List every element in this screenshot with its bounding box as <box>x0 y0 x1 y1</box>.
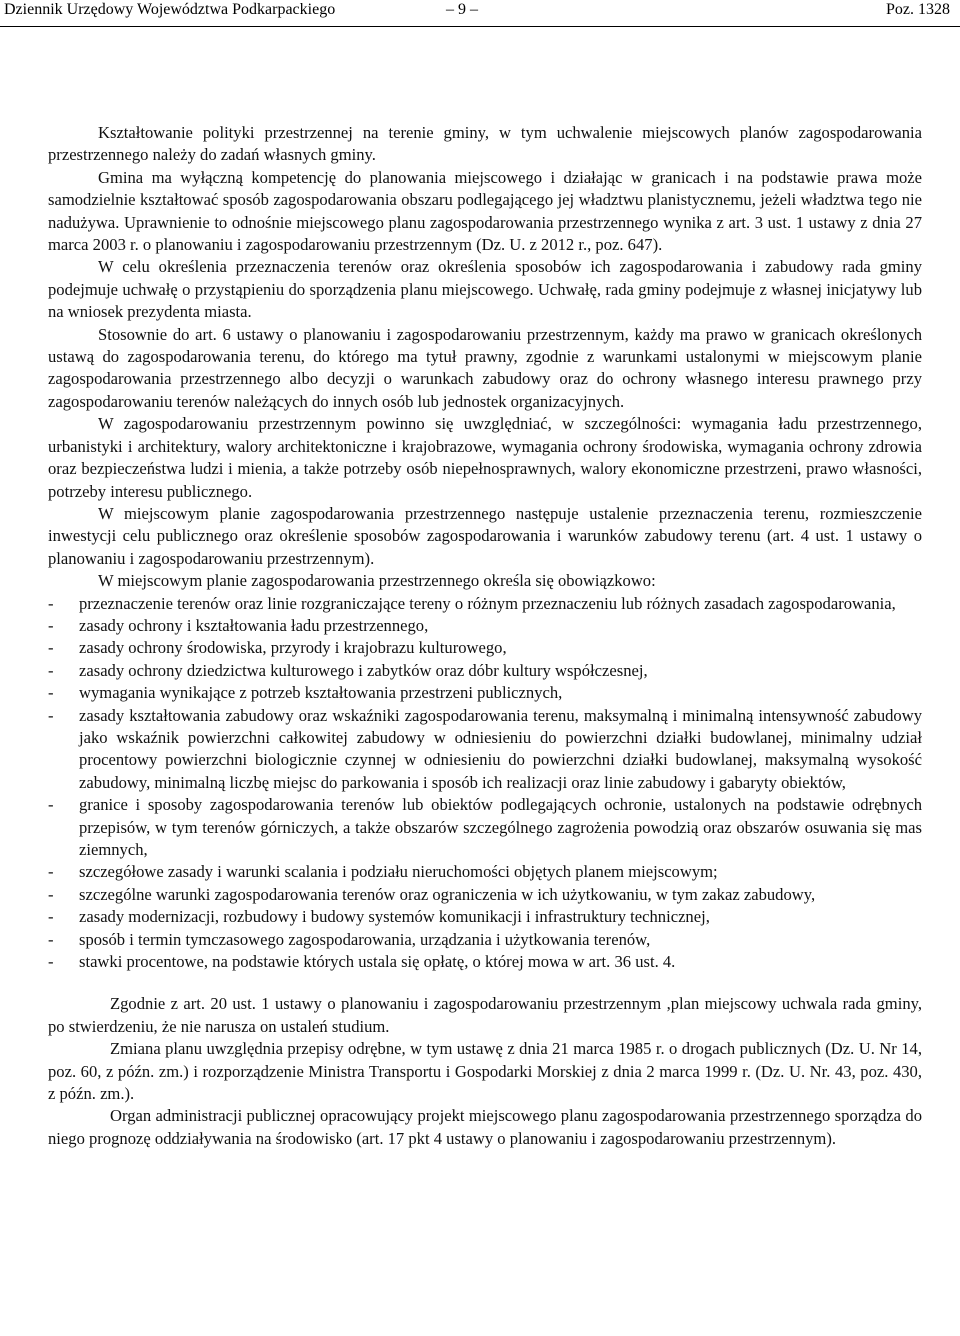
list-item-text: szczegółowe zasady i warunki scalania i podziału nieruchomości objętych planem miejscowym; <box>79 862 718 882</box>
list-item-text: sposób i termin tymczasowego zagospodarowania, urządzania i użytkowania terenów, <box>79 929 651 949</box>
journal-title: Dziennik Urzędowy Województwa Podkarpackiego <box>4 1 336 18</box>
paragraph: Gmina ma wyłączną kompetencję do planowania miejscowego i działając w granicach i na podstawie prawa może samodzielnie kształtować sposób zagospodarowania obszaru podlegającego jej władztwu planistycznemu, jeżeli władztwa tego nie nadużywa. Uprawnienie to odnośnie miejscowego planu zagospodarowania przestrzennego wynika z art. 3 ust. 1 ustawy z dnia 27 marca 2003 r. o planowaniu i zagospodarowaniu przestrzennym (Dz. U. z 2012 r., poz. 647). <box>48 167 922 255</box>
dash-bullet: - <box>48 705 54 725</box>
list-item <box>48 660 922 682</box>
list-item-text: zasady kształtowania zabudowy oraz wskaźniki zagospodarowania terenu, maksymalną i minimalną intensywność zabudowy jako wskaźnik powierzchni całkowitej zabudowy w odniesieniu do powierzchni działki budowlanej, minimalny udział procentowy powierzchni biologicznie czynnej w odniesieniu do powierzchni działki budowlanej, maksymalną wysokość zabudowy, minimalną liczbę miejsc do parkowania i sposób ich realizacji oraz linie zabudowy i gabaryty obiektów, <box>79 705 922 792</box>
list-item <box>48 794 922 861</box>
paragraph: Zmiana planu uwzględnia przepisy odrębne, w tym ustawę z dnia 21 marca 1985 r. o drogach publicznych (Dz. U. Nr 14, poz. 60, z późn. zm.) i rozporządzenie Ministra Transportu i Gospodarki Morskiej z dnia 2 marca 1999 r. (Dz. U. Nr. 43, poz. 430, z późn. zm.). <box>48 1039 922 1104</box>
list-item-text: zasady ochrony dziedzictwa kulturowego i zabytków oraz dóbr kultury współczesnej, <box>79 660 648 680</box>
dash-bullet: - <box>48 907 54 927</box>
dash-bullet: - <box>48 638 54 658</box>
list-item-text: przeznaczenie terenów oraz linie rozgraniczające tereny o różnym przeznaczeniu lub różnych zasadach zagospodarowania, <box>79 593 896 613</box>
list-item <box>48 705 922 795</box>
section-gap <box>48 973 922 993</box>
list-item-text: zasady ochrony środowiska, przyrody i krajobrazu kulturowego, <box>79 638 507 658</box>
list-item-text: granice i sposoby zagospodarowania terenów lub obiektów podlegających ochronie, ustalonych na podstawie odrębnych przepisów, w tym terenów górniczych, a także obszarów szczególnego zagrożenia powodzią oraz obszarów osuwania się mas ziemnych, <box>79 795 922 859</box>
list-item-text: szczególne warunki zagospodarowania terenów oraz ograniczenia w ich użytkowaniu, w tym zakaz zabudowy, <box>79 884 816 904</box>
list-item <box>48 593 922 615</box>
paragraph: W celu określenia przeznaczenia terenów oraz określenia sposobów ich zagospodarowania i zabudowy rada gminy podejmuje uchwałę o przystąpieniu do sporządzenia planu miejscowego. Uchwałę, rada gminy podejmuje z własnej inicjatywy lub na wniosek prezydenta miasta. <box>48 257 922 322</box>
dash-bullet: - <box>48 615 54 635</box>
paragraph: W zagospodarowaniu przestrzennym powinno się uwzględniać, w szczególności: wymagania ładu przestrzennego, urbanistyki i architektury, walory architektoniczne i krajobrazowe, wymagania ochrony środowiska, wymagania ochrony zdrowia oraz bezpieczeństwa ludzi i mienia, a także potrzeby osób niepełnosprawnych, walory ekonomiczne przestrzeni, prawo własności, potrzeby interesu publicznego. <box>48 414 922 501</box>
dash-bullet: - <box>48 884 54 904</box>
list-item <box>48 637 922 659</box>
page-number: – 9 – <box>446 1 478 18</box>
dash-bullet: - <box>48 862 54 882</box>
dash-bullet: - <box>48 929 54 949</box>
page-header <box>0 0 960 27</box>
list-item <box>48 951 922 973</box>
paragraph: Organ administracji publicznej opracowujący projekt miejscowego planu zagospodarowania przestrzennego sporządza do niego prognozę oddziaływania na środowisko (art. 17 pkt 4 ustawy o planowaniu i zagospodarowaniu przestrzennym). <box>48 1106 922 1148</box>
list-item-text: zasady modernizacji, rozbudowy i budowy systemów komunikacji i infrastruktury technicznej, <box>79 907 710 927</box>
paragraph: W miejscowym planie zagospodarowania przestrzennego określa się obowiązkowo: <box>98 571 656 591</box>
paragraph: Zgodnie z art. 20 ust. 1 ustawy o planowaniu i zagospodarowaniu przestrzennym ,plan miejscowy uchwala rada gminy, po stwierdzeniu, że nie narusza on ustaleń studium. <box>48 994 922 1036</box>
list-item-text: wymagania wynikające z potrzeb kształtowania przestrzeni publicznych, <box>79 683 563 703</box>
dash-bullet: - <box>48 952 54 972</box>
list-item-text: stawki procentowe, na podstawie których ustala się opłatę, o której mowa w art. 36 ust. 4. <box>79 952 676 972</box>
list-item <box>48 906 922 928</box>
list-item <box>48 861 922 883</box>
dash-bullet: - <box>48 660 54 680</box>
closing-section <box>48 993 922 1150</box>
dash-bullet: - <box>48 795 54 815</box>
list-item <box>48 884 922 906</box>
dash-bullet: - <box>48 683 54 703</box>
list-item <box>48 682 922 704</box>
list-item-text: zasady ochrony i kształtowania ładu przestrzennego, <box>79 615 429 635</box>
list-item <box>48 615 922 637</box>
item-position: Poz. 1328 <box>886 1 950 18</box>
obligatory-items-list <box>48 593 922 974</box>
dash-bullet: - <box>48 593 54 613</box>
paragraph: Kształtowanie polityki przestrzennej na terenie gminy, w tym uchwalenie miejscowych planów zagospodarowania przestrzennego należy do zadań własnych gminy. <box>48 123 922 165</box>
paragraph: Stosownie do art. 6 ustawy o planowaniu i zagospodarowaniu przestrzennym, każdy ma prawo w granicach określonych ustawą do zagospodarowania terenu, do którego ma tytuł prawny, zgodnie z warunkami ustalonymi w miejscowym planie zagospodarowania przestrzennego albo decyzji o warunkach zabudowy oraz do ochrony własnego interesu prawnego przy zagospodarowaniu terenów należących do innych osób lub jednostek organizacyjnych. <box>48 324 922 411</box>
paragraph: W miejscowym planie zagospodarowania przestrzennego następuje ustalenie przeznaczenia terenu, rozmieszczenie inwestycji celu publicznego oraz określenie sposobów zagospodarowania i warunków zabudowy terenu (art. 4 ust. 1 ustawy o planowaniu i zagospodarowaniu przestrzennym). <box>48 503 922 568</box>
list-item <box>48 929 922 951</box>
document-body <box>48 122 922 1150</box>
